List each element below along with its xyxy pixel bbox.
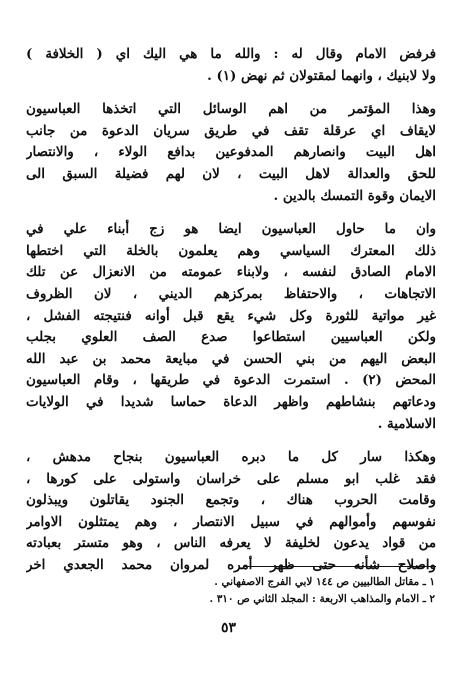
text-line: الاسلامية . xyxy=(377,415,436,432)
text-line: لايقاف اي عرقلة تقف في طريق سريان الدعوة من جانب xyxy=(26,122,436,139)
footnotes xyxy=(25,574,435,608)
page-number: ٥٣ xyxy=(220,620,237,636)
page-body xyxy=(26,44,436,589)
text-line: فرفض الامام وقال له : والله ما هي اليك اي ( الخلافة ) xyxy=(26,46,436,62)
text-line: البعض اليهم من بني الحسن في مبايعة محمد بن عبد الله xyxy=(26,350,436,367)
paragraph-4 xyxy=(26,447,436,577)
text-line: الاتجاهات ، والاحتفاظ بمركزهم الديني ، لان الظروف xyxy=(26,285,436,302)
text-line: من قواد يدعون لخليفة لا يعرفه الناس ، وهو متستر بعبادته xyxy=(26,535,436,552)
paragraph-2 xyxy=(26,99,436,207)
text-line: وهذا المؤتمر من اهم الوسائل التي اتخذها العباسيون xyxy=(26,101,436,118)
text-line: المحض (٢) . استمرت الدعوة في طريقها ، وقام العباسيون xyxy=(26,372,436,389)
text-line: واصلاح شأنه حتى ظهر أمره لمروان محمد الجعدي اخر xyxy=(26,557,436,574)
text-line: ولا لابنيك ، وانهما لمقتولان ثم نهض (١) . xyxy=(207,67,436,84)
text-line: وقامت الحروب هناك ، وتجمع الجنود يقاتلون ويبذلون xyxy=(26,492,436,509)
footnote-divider xyxy=(244,566,436,567)
text-line: ذلك المعترك السياسي وهم يعلمون بالخلة التي اختطها xyxy=(26,242,436,259)
text-line: اهل البيت وانصارهم المدفوعين بدافع الولاء ، والانتصار xyxy=(26,144,436,161)
text-line: الايمان وقوة التمسك بالدين . xyxy=(273,187,436,204)
text-line: فقد غلب ابو مسلم على خراسان واستولى على كورها ، xyxy=(26,470,436,487)
text-line: غير مواتية للثورة وكل شيء يقع قبل أوانه فنتيجته الفشل ، xyxy=(26,307,436,324)
text-line: ولكن العباسيين استطاعوا صدع الصف العلوي بجلب xyxy=(26,329,436,346)
text-line: وان ما حاول العباسيون ايضا هو زج أبناء علي في xyxy=(26,221,436,238)
footnote-2: ٢ ـ الامام والمذاهب الاربعة : المجلد الثاني ص ٣١٠ . xyxy=(209,593,435,605)
text-line: نفوسهم وأموالهم في سبيل الانتصار ، وهم يمتثلون الاوامر xyxy=(26,513,436,530)
text-line: للحق والعدالة لاهل البيت ، لان لهم فضيلة السبق الى xyxy=(26,165,436,182)
paragraph-1 xyxy=(26,44,436,87)
paragraph-3 xyxy=(26,219,436,435)
footnote-1: ١ ـ مقاتل الطالبيين ص ١٤٤ لابي الفرج الاصفهاني . xyxy=(214,576,435,588)
text-line: الامام الصادق لنفسه ، ولابناء عمومته من الانعزال عن تلك xyxy=(26,264,436,281)
text-line: وهكذا سار كل ما دبره العباسيون بنجاح مدهش ، xyxy=(26,449,436,466)
text-line: ودعاتهم بنشاطهم واظهر الدعاة حماسا شديدا في الولايات xyxy=(26,393,436,410)
